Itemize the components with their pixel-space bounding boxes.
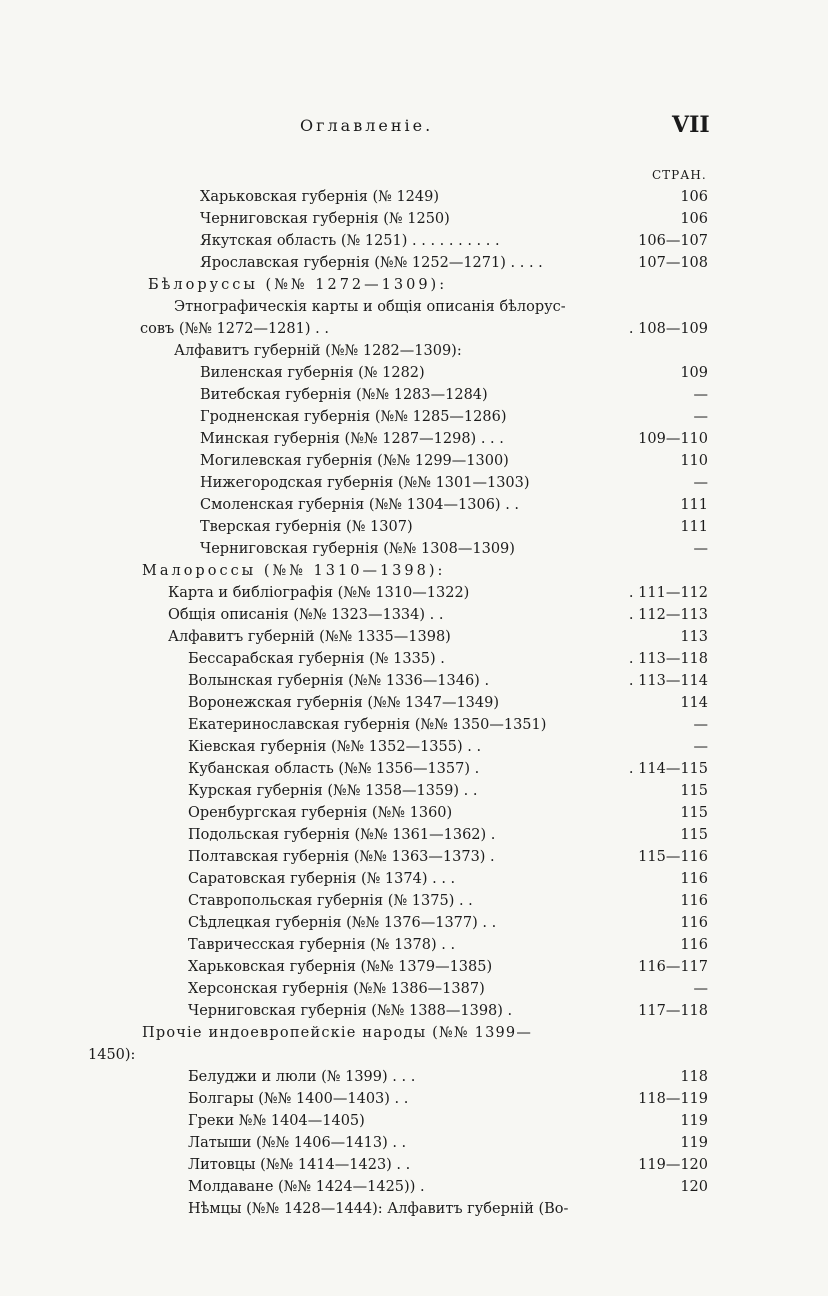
entry-title: Сѣдлецкая губернія (№№ 1376—1377) . . <box>188 915 497 931</box>
entry-title: Кіевская губернія (№№ 1352—1355) . . <box>188 739 482 755</box>
toc-entry <box>0 340 828 362</box>
entry-page: — <box>693 387 708 403</box>
entry-page: — <box>693 541 708 557</box>
entry-page: 106 <box>680 189 708 205</box>
entry-page: 115 <box>680 805 708 821</box>
entry-page: — <box>693 739 708 755</box>
toc-entry <box>0 428 828 450</box>
entry-title: Этнографическія карты и общія описанія бѣлорус- <box>174 299 566 315</box>
entry-page: . 112—113 <box>628 607 708 623</box>
entry-page: 113 <box>680 629 708 645</box>
entry-page: 110 <box>680 453 708 469</box>
entry-title: Черниговская губернія (№№ 1388—1398) . <box>188 1003 513 1019</box>
entry-page: 118 <box>680 1069 708 1085</box>
entry-page: . 111—112 <box>628 585 708 601</box>
toc-section <box>0 1022 828 1044</box>
entry-page: 106 <box>680 211 708 227</box>
entry-page: 115 <box>680 783 708 799</box>
entry-title: Курская губернія (№№ 1358—1359) . . <box>188 783 478 799</box>
entry-title: Саратовская губернія (№ 1374) . . . <box>188 871 456 887</box>
entry-page: . 108—109 <box>628 321 708 337</box>
entry-title: Ярославская губернія (№№ 1252—1271) . . . . <box>200 255 543 271</box>
table-of-contents <box>0 186 828 1220</box>
section-title: Прочіе индоевропейскіе народы (№№ 1399— <box>142 1025 533 1041</box>
toc-entry <box>0 868 828 890</box>
toc-entry <box>0 516 828 538</box>
entry-title: Волынская губернія (№№ 1336—1346) . <box>188 673 490 689</box>
toc-entry <box>0 890 828 912</box>
entry-page: 111 <box>680 497 708 513</box>
section-title: Бѣлоруссы (№№ 1272—1309): <box>148 277 448 293</box>
entry-title: Греки №№ 1404—1405) <box>188 1113 365 1129</box>
entry-title: Витебская губернія (№№ 1283—1284) <box>200 387 488 403</box>
entry-title: Минская губернія (№№ 1287—1298) . . . <box>200 431 504 447</box>
entry-title: Оренбургская губернія (№№ 1360) <box>188 805 453 821</box>
entry-page: 114 <box>680 695 708 711</box>
entry-title: Тверская губернія (№ 1307) <box>200 519 413 535</box>
toc-entry <box>0 802 828 824</box>
entry-title: Тавричесская губернія (№ 1378) . . <box>188 937 456 953</box>
toc-entry <box>0 362 828 384</box>
entry-title: Ставропольская губернія (№ 1375) . . <box>188 893 473 909</box>
entry-title: Харьковская губернія (№№ 1379—1385) <box>188 959 493 975</box>
section-title: Малороссы (№№ 1310—1398): <box>142 563 446 579</box>
toc-entry <box>0 582 828 604</box>
page-column-header: СТРАН. <box>652 168 707 182</box>
entry-title: Общія описанія (№№ 1323—1334) . . <box>168 607 444 623</box>
entry-page: — <box>693 981 708 997</box>
toc-entry <box>0 1066 828 1088</box>
entry-title: Якутская область (№ 1251) . . . . . . . . . . <box>200 233 500 249</box>
toc-entry <box>0 494 828 516</box>
entry-title: Гродненская губернія (№№ 1285—1286) <box>200 409 507 425</box>
toc-entry <box>0 208 828 230</box>
entry-title: Полтавская губернія (№№ 1363—1373) . <box>188 849 495 865</box>
toc-entry <box>0 296 828 318</box>
entry-title: Алфавитъ губерній (№№ 1335—1398) <box>168 629 451 645</box>
entry-page: 118—119 <box>638 1091 708 1107</box>
toc-entry <box>0 934 828 956</box>
toc-entry <box>0 230 828 252</box>
toc-entry <box>0 780 828 802</box>
entry-title: совъ (№№ 1272—1281) . . <box>140 321 329 337</box>
toc-section <box>0 274 828 296</box>
entry-title: Виленская губернія (№ 1282) <box>200 365 425 381</box>
toc-entry <box>0 912 828 934</box>
toc-entry <box>0 978 828 1000</box>
entry-page: 116 <box>680 915 708 931</box>
entry-page: 109—110 <box>638 431 708 447</box>
entry-title: Нѣмцы (№№ 1428—1444): Алфавитъ губерній (Во- <box>188 1201 569 1217</box>
entry-title: Алфавитъ губерній (№№ 1282—1309): <box>174 343 462 359</box>
toc-entry <box>0 450 828 472</box>
toc-entry <box>0 406 828 428</box>
toc-entry <box>0 626 828 648</box>
entry-page: 119—120 <box>638 1157 708 1173</box>
entry-page: 106—107 <box>638 233 708 249</box>
entry-title: Литовцы (№№ 1414—1423) . . <box>188 1157 411 1173</box>
entry-page: . 113—118 <box>628 651 708 667</box>
entry-title: Екатеринославская губернія (№№ 1350—1351) <box>188 717 547 733</box>
entry-title: Карта и библіографія (№№ 1310—1322) <box>168 585 470 601</box>
toc-entry <box>0 824 828 846</box>
entry-title: Могилевская губернія (№№ 1299—1300) <box>200 453 509 469</box>
toc-entry <box>0 1154 828 1176</box>
toc-entry <box>0 736 828 758</box>
entry-page: 116 <box>680 871 708 887</box>
toc-entry <box>0 758 828 780</box>
toc-entry <box>0 604 828 626</box>
entry-page: 120 <box>680 1179 708 1195</box>
toc-entry <box>0 186 828 208</box>
entry-title: Черниговская губернія (№№ 1308—1309) <box>200 541 515 557</box>
entry-title: Латыши (№№ 1406—1413) . . <box>188 1135 407 1151</box>
toc-section <box>0 560 828 582</box>
entry-title: Херсонская губернія (№№ 1386—1387) <box>188 981 485 997</box>
entry-page: 116 <box>680 893 708 909</box>
toc-entry <box>0 1110 828 1132</box>
entry-title: Кубанская область (№№ 1356—1357) . <box>188 761 480 777</box>
toc-entry <box>0 1176 828 1198</box>
entry-title: Бессарабская губернія (№ 1335) . <box>188 651 445 667</box>
toc-entry <box>0 670 828 692</box>
entry-title: Харьковская губернія (№ 1249) <box>200 189 440 205</box>
toc-entry <box>0 956 828 978</box>
entry-title: Нижегородская губернія (№№ 1301—1303) <box>200 475 530 491</box>
toc-entry <box>0 472 828 494</box>
entry-page: 119 <box>680 1113 708 1129</box>
entry-page: . 113—114 <box>628 673 708 689</box>
entry-title: Черниговская губернія (№ 1250) <box>200 211 450 227</box>
toc-entry <box>0 538 828 560</box>
entry-page: — <box>693 409 708 425</box>
page-header <box>0 112 828 144</box>
entry-title: Воронежская губернія (№№ 1347—1349) <box>188 695 500 711</box>
toc-entry <box>0 1198 828 1220</box>
entry-page: 117—118 <box>638 1003 708 1019</box>
page-number: VII <box>672 112 710 138</box>
entry-page: 109 <box>680 365 708 381</box>
entry-title: Белуджи и люли (№ 1399) . . . <box>188 1069 416 1085</box>
toc-entry <box>0 846 828 868</box>
entry-page: . 114—115 <box>628 761 708 777</box>
entry-page: 115—116 <box>638 849 708 865</box>
entry-page: 111 <box>680 519 708 535</box>
entry-title: Молдаване (№№ 1424—1425)) . <box>188 1179 425 1195</box>
entry-page: — <box>693 475 708 491</box>
page-title: Оглавленіе. <box>300 116 434 135</box>
entry-page: 115 <box>680 827 708 843</box>
entry-page: 116—117 <box>638 959 708 975</box>
section-title-cont: 1450): <box>88 1047 136 1063</box>
toc-entry <box>0 714 828 736</box>
toc-entry <box>0 1088 828 1110</box>
entry-title: Подольская губернія (№№ 1361—1362) . <box>188 827 496 843</box>
toc-section-cont <box>0 1044 828 1066</box>
entry-title: Болгары (№№ 1400—1403) . . <box>188 1091 409 1107</box>
toc-entry <box>0 1132 828 1154</box>
toc-entry <box>0 252 828 274</box>
toc-entry <box>0 1000 828 1022</box>
entry-title: Смоленская губернія (№№ 1304—1306) . . <box>200 497 520 513</box>
toc-entry <box>0 692 828 714</box>
entry-page: 119 <box>680 1135 708 1151</box>
entry-page: — <box>693 717 708 733</box>
toc-entry <box>0 318 828 340</box>
toc-entry <box>0 384 828 406</box>
toc-entry <box>0 648 828 670</box>
entry-page: 107—108 <box>638 255 708 271</box>
entry-page: 116 <box>680 937 708 953</box>
